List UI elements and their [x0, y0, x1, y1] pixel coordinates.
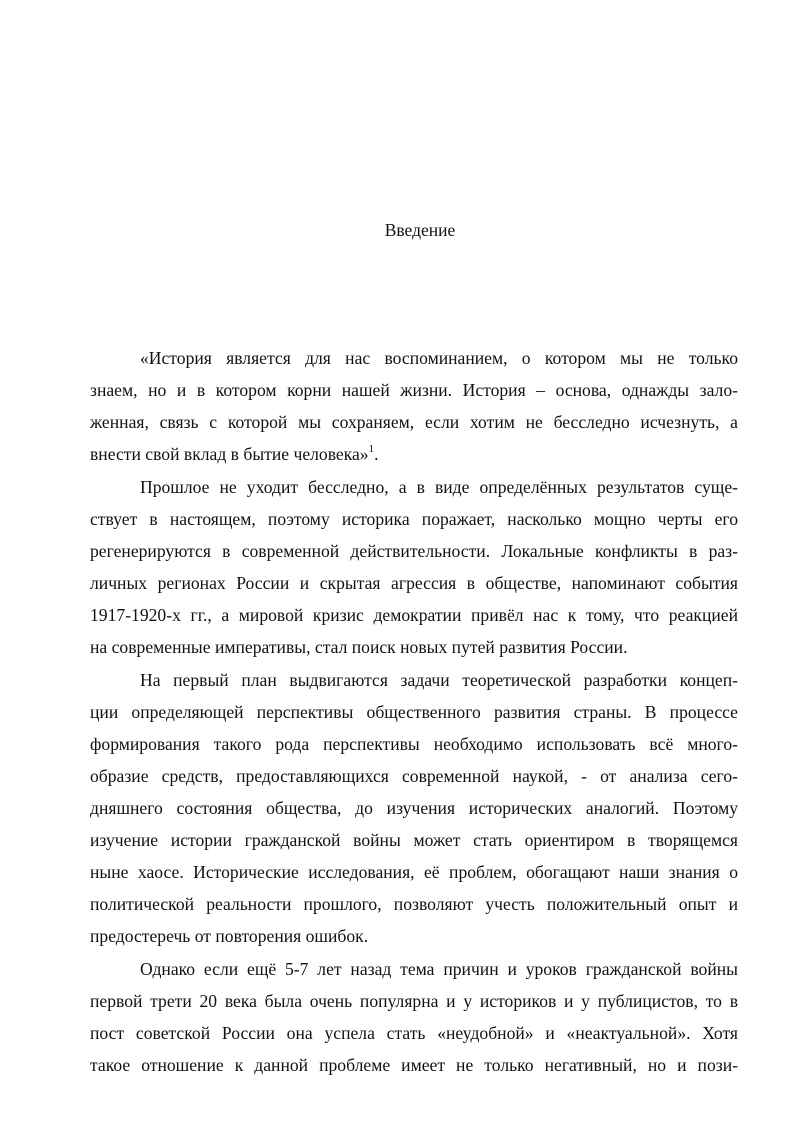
- paragraph-line: на современные императивы, стал поиск новых путей развития России.: [90, 637, 628, 657]
- paragraph-line: политической реальности прошлого, позволяют учесть положительный опыт и: [90, 894, 738, 914]
- paragraph-line: пост советской России она успела стать «неудобной» и «неактуальной». Хотя: [90, 1023, 738, 1043]
- paragraph-line: ныне хаосе. Исторические исследования, её проблем, обогащают наши знания о: [90, 862, 738, 882]
- paragraph-2: [90, 476, 738, 668]
- paragraph-line: дняшнего состояния общества, до изучения исторических аналогий. Поэтому: [90, 798, 738, 818]
- paragraph-3: [90, 669, 738, 957]
- paragraph-line: личных регионах России и скрытая агрессия в обществе, напоминают события: [90, 573, 738, 593]
- sentence-end: .: [374, 444, 379, 464]
- paragraph-4: [90, 958, 738, 1086]
- paragraph-line-text: внести свой вклад в бытие человека»: [90, 444, 369, 464]
- paragraph-line: Однако если ещё 5-7 лет назад тема причин и уроков гражданской войны: [140, 959, 738, 979]
- paragraph-1: [90, 347, 738, 475]
- paragraph-line: первой трети 20 века была очень популярна и у историков и у публицистов, то в: [90, 991, 738, 1011]
- paragraph-line: Прошлое не уходит бесследно, а в виде определённых результатов суще-: [140, 477, 738, 497]
- paragraph-line: ции определяющей перспективы общественного развития страны. В процессе: [90, 702, 738, 722]
- paragraph-line: женная, связь с которой мы сохраняем, если хотим не бесследно исчезнуть, а: [90, 412, 738, 432]
- paragraph-line: ствует в настоящем, поэтому историка поражает, насколько мощно черты его: [90, 509, 738, 529]
- paragraph-line: предостеречь от повторения ошибок.: [90, 926, 369, 946]
- section-title: Введение: [384, 220, 456, 240]
- paragraph-last-line: [90, 443, 738, 475]
- footnote-marker: 1: [368, 443, 375, 455]
- paragraph-line: регенерируются в современной действительности. Локальные конфликты в раз-: [90, 541, 738, 561]
- paragraph-line: образие средств, предоставляющихся современной наукой, - от анализа сего-: [90, 766, 738, 786]
- paragraph-line: 1917-1920-х гг., а мировой кризис демократии привёл нас к тому, что реакцией: [90, 605, 738, 625]
- paragraph-line: формирования такого рода перспективы необходимо использовать всё много-: [90, 734, 738, 754]
- paragraph-line: На первый план выдвигаются задачи теоретической разработки концеп-: [140, 670, 738, 690]
- paragraph-line: такое отношение к данной проблеме имеет не только негативный, но и пози-: [90, 1055, 738, 1075]
- paragraph-line: знаем, но и в котором корни нашей жизни. История – основа, однажды зало-: [90, 380, 738, 400]
- paragraph-line: «История является для нас воспоминанием, о котором мы не только: [140, 348, 738, 368]
- paragraph-line: изучение истории гражданской войны может стать ориентиром в творящемся: [90, 830, 738, 850]
